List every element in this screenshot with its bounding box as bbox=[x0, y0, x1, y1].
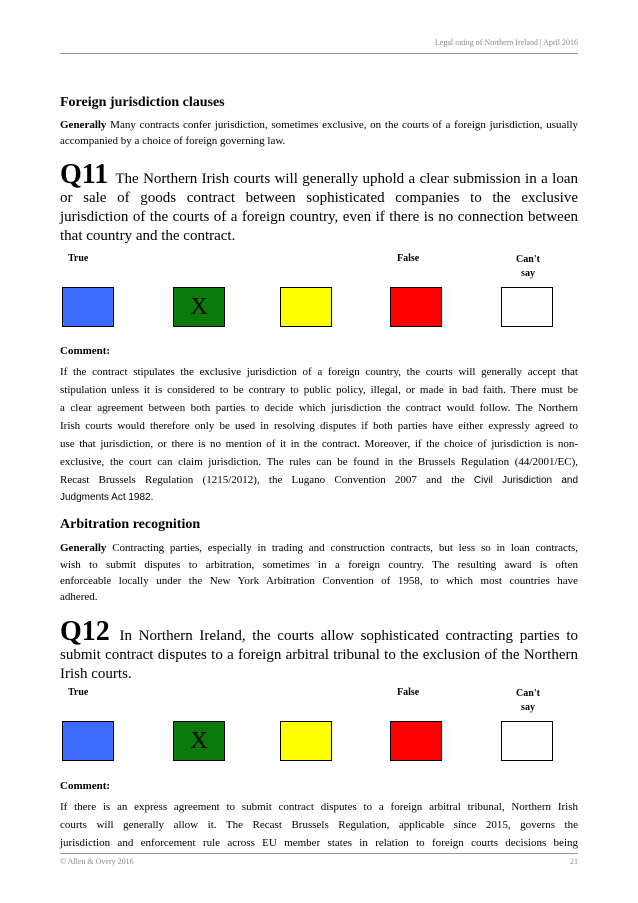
page-number: 21 bbox=[570, 857, 578, 866]
question-q12 bbox=[60, 616, 579, 684]
question-number: Q12 bbox=[60, 616, 110, 647]
rating-box-red[interactable] bbox=[390, 287, 442, 327]
comment-line: exclusive, the court can claim jurisdiction. The rules can be found in the Brussels Regulation (44/2001/EC), bbox=[60, 456, 578, 468]
comment-tail: Civil Jurisdiction and bbox=[473, 475, 579, 486]
comment-line: stipulation unless it is considered to be contrary to public policy, illegal, or made in bad faith. There must be bbox=[60, 384, 578, 396]
label-false: False bbox=[397, 687, 420, 698]
rating-box-white[interactable] bbox=[501, 721, 553, 761]
rating-box-blue[interactable] bbox=[62, 287, 114, 327]
label-say: say bbox=[521, 702, 535, 713]
label-cant-say bbox=[503, 687, 553, 715]
comment-line: use that jurisdiction, or there is no mention of it in the contract. Moreover, if the choice of jurisdiction is non- bbox=[60, 438, 578, 450]
header-rule bbox=[60, 53, 578, 54]
comment-label: Comment: bbox=[60, 345, 111, 357]
comment-line: Irish courts would therefore only be used in resolving disputes if both parties have either expressly agreed to bbox=[60, 420, 578, 432]
footer-rule bbox=[60, 853, 578, 854]
running-header: Legal rating of Northern Ireland | April 2016 bbox=[434, 38, 578, 47]
question-text: The Northern Irish courts will generally uphold a clear submission in a loan or sale of goods contract between sophisticated companies to the exclusive jurisdiction of the courts of a foreign country, even if there is no connection between that country and the contract. bbox=[60, 171, 578, 244]
generally-line: adhered. bbox=[60, 591, 98, 603]
answer-mark: X bbox=[190, 294, 208, 320]
label-true: True bbox=[68, 687, 89, 698]
footer-copyright: © Allen & Overy 2016 bbox=[60, 857, 134, 866]
comment-line: If the contract stipulates the exclusive jurisdiction of a foreign country, the courts will generally accept that bbox=[60, 366, 578, 378]
answer-mark: X bbox=[190, 728, 208, 754]
section-heading-foreign-jurisdiction: Foreign jurisdiction clauses bbox=[60, 95, 225, 110]
comment-label: Comment: bbox=[60, 780, 111, 792]
comment-line: a clear agreement between both parties to decide which jurisdiction the contract would follow. The Northern bbox=[60, 402, 578, 414]
section-heading-arbitration: Arbitration recognition bbox=[60, 517, 201, 532]
comment-line: courts will generally allow it. The Recast Brussels Regulation, applicable since 2015, governs the bbox=[60, 819, 578, 831]
rating-box-yellow[interactable] bbox=[280, 721, 332, 761]
rating-box-green[interactable] bbox=[173, 721, 225, 761]
question-number: Q11 bbox=[60, 159, 109, 190]
comment-line: If there is an express agreement to submit contract disputes to a foreign arbitral tribunal, Northern Irish bbox=[60, 801, 578, 813]
label-cant-say bbox=[503, 253, 553, 281]
generally-label: Generally bbox=[60, 119, 107, 131]
rating-box-white[interactable] bbox=[501, 287, 553, 327]
generally-line bbox=[60, 540, 578, 556]
generally-paragraph-1 bbox=[60, 118, 578, 149]
label-cant: Can't bbox=[516, 688, 540, 699]
question-q11 bbox=[60, 159, 578, 246]
generally-line: enforceable locally under the New York Arbitration Convention of 1958, to which most countries have bbox=[60, 575, 578, 587]
generally-line-text: Contracting parties, especially in trading and construction contracts, but less so in loan contracts, bbox=[112, 542, 578, 554]
label-true: True bbox=[68, 253, 89, 264]
generally-label: Generally bbox=[60, 542, 107, 554]
rating-box-green[interactable] bbox=[173, 287, 225, 327]
rating-box-yellow[interactable] bbox=[280, 287, 332, 327]
question-text: In Northern Ireland, the courts allow sophisticated contracting parties to submit contract disputes to a foreign arbitral tribunal to the exclusion of the Northern Irish courts. bbox=[60, 628, 579, 682]
label-cant: Can't bbox=[516, 254, 540, 265]
label-say: say bbox=[521, 268, 535, 279]
comment-line-text: Recast Brussels Regulation (1215/2012), the Lugano Convention 2007 and the bbox=[60, 474, 465, 486]
generally-text: Many contracts confer jurisdiction, sometimes exclusive, on the courts of a foreign jurisdiction, usually accompanied by a choice of foreign governing law. bbox=[60, 119, 579, 147]
rating-box-blue[interactable] bbox=[62, 721, 114, 761]
comment-line-final: Judgments Act 1982. bbox=[60, 492, 154, 503]
rating-box-red[interactable] bbox=[390, 721, 442, 761]
comment-line-with-tail bbox=[60, 472, 578, 488]
label-false: False bbox=[397, 253, 420, 264]
generally-line: wish to submit disputes to arbitration, sometimes in a foreign country. The resulting award is often bbox=[60, 559, 578, 571]
comment-line: jurisdiction and enforcement rule across EU member states in relation to foreign courts decisions being bbox=[60, 837, 578, 849]
